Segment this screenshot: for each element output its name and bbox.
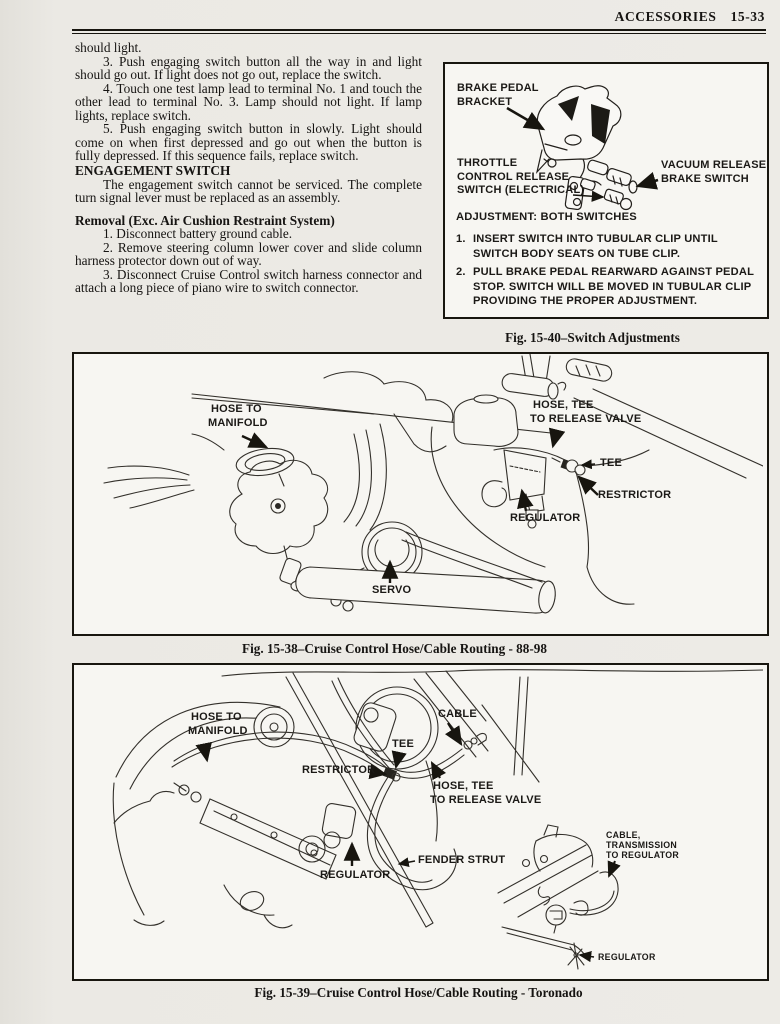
test-step-5: 5. Push engaging switch button in slowly. Light should come on when first depressed and go out when the button is fully depressed. If this sequence fails, replace switch. <box>75 121 422 163</box>
label-servo: SERVO <box>372 584 412 596</box>
adjustment-heading: ADJUSTMENT: BOTH SWITCHES <box>456 211 637 223</box>
label-line: CONTROL RELEASE <box>457 170 570 183</box>
label-restrictor: RESTRICTOR <box>302 764 376 776</box>
label-regulator: REGULATOR <box>320 869 391 881</box>
label-line: MANIFOLD <box>208 416 268 429</box>
label-line: TO REGULATOR <box>606 849 679 860</box>
label-regulator: REGULATOR <box>510 512 581 524</box>
test-step-3: 3. Push engaging switch button all the way in and light should go out. If light does not go out, replace the switch. <box>75 53 422 82</box>
label-line: MANIFOLD <box>188 724 248 737</box>
label-line: CABLE, <box>606 830 641 840</box>
page-header <box>615 9 765 25</box>
figure-15-39-caption: Fig. 15-39–Cruise Control Hose/Cable Routing - Toronado <box>254 985 583 1000</box>
label-line: BRAKE SWITCH <box>661 172 749 185</box>
adjustment-item-text: INSERT SWITCH INTO TUBULAR CLIP UNTIL SWITCH BODY SEATS ON TUBE CLIP. <box>473 233 718 260</box>
figure-15-38-caption: Fig. 15-38–Cruise Control Hose/Cable Routing - 88-98 <box>242 641 547 656</box>
figure-15-38-box <box>72 352 769 636</box>
label-hose-to-manifold <box>208 403 268 430</box>
label-line: BRACKET <box>457 95 513 108</box>
paragraph-continuation: should light. <box>75 40 142 55</box>
label-tee: TEE <box>600 457 622 469</box>
header-rule <box>72 29 766 34</box>
adjustment-item <box>456 265 758 309</box>
label-cable: CABLE <box>438 708 477 720</box>
label-line: TO RELEASE VALVE <box>530 412 642 425</box>
label-line: BRAKE PEDAL <box>457 82 539 94</box>
label-line: HOSE, TEE <box>533 399 594 411</box>
label-fender-strut: FENDER STRUT <box>418 854 506 866</box>
figure-15-40-box <box>443 62 769 319</box>
heading-removal: Removal (Exc. Air Cushion Restraint System) <box>75 212 335 228</box>
label-regulator-small: REGULATOR <box>598 952 656 962</box>
figure-15-39-box <box>72 663 769 981</box>
adjustment-item-number: 2. <box>456 266 466 279</box>
adjustment-item-text: PULL BRAKE PEDAL REARWARD AGAINST PEDAL STOP. SWITCH WILL BE MOVED IN TUBULAR CLIP PROVIDING THE PROPER ADJUSTMENT. <box>473 266 754 308</box>
adjustment-item <box>456 232 758 261</box>
label-cable-transmission-to-regulator <box>606 831 679 860</box>
label-line: HOSE, TEE <box>433 780 494 792</box>
label-vacuum-release-brake-switch <box>661 159 766 186</box>
label-line: TRANSMISSION <box>606 839 678 850</box>
label-line: VACUUM RELEASE <box>661 159 767 171</box>
removal-step-3: 3. Disconnect Cruise Control switch harness connector and attach a long piece of piano wire to switch connector. <box>75 266 422 295</box>
label-line: HOSE TO <box>211 403 262 415</box>
heading-engagement-switch: ENGAGEMENT SWITCH <box>75 163 231 178</box>
adjustment-item-number: 1. <box>456 233 466 245</box>
label-hose-to-manifold <box>188 711 248 738</box>
label-line: HOSE TO <box>191 711 242 723</box>
figure-15-40-caption: Fig. 15-40–Switch Adjustments <box>505 330 680 345</box>
test-step-4: 4. Touch one test lamp lead to terminal No. 1 and touch the other lead to terminal No. 3. Lamp should not light. If lamp lights, replace switch. <box>75 80 422 123</box>
cruise-control-routing-toronado-drawing <box>74 665 763 975</box>
label-line: SWITCH (ELECTRICAL) <box>457 184 585 196</box>
header-page-number: 15-33 <box>730 9 765 24</box>
engagement-body: The engagement switch cannot be serviced. The complete turn signal lever must be replaced as an assembly. <box>75 176 422 205</box>
removal-step-2: 2. Remove steering column lower cover and slide column harness protector down out of way. <box>75 239 422 268</box>
label-hose-tee-to-release-valve <box>430 780 541 807</box>
removal-step-1: 1. Disconnect battery ground cable. <box>103 226 293 241</box>
label-brake-pedal-bracket <box>457 82 539 109</box>
header-section-title: ACCESSORIES <box>614 9 717 24</box>
adjustment-list <box>456 232 758 313</box>
label-restrictor: RESTRICTOR <box>598 489 672 501</box>
label-line: THROTTLE <box>457 157 518 169</box>
label-tee: TEE <box>392 738 414 750</box>
label-line: TO RELEASE VALVE <box>430 793 542 806</box>
label-hose-tee-to-release-valve <box>530 399 641 426</box>
label-throttle-control-release-switch <box>457 157 584 198</box>
text-column <box>75 41 422 295</box>
